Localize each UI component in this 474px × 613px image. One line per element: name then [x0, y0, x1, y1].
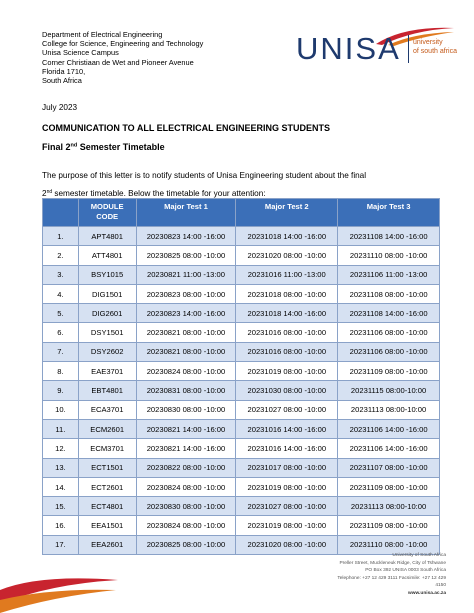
logo-tagline [413, 39, 457, 56]
test-3-cell: 20231110 08:00 -10:00 [338, 535, 440, 554]
row-number: 14. [43, 477, 79, 496]
test-1-cell: 20230830 08:00 -10:00 [136, 400, 236, 419]
table-row [43, 246, 440, 265]
table-row [43, 439, 440, 458]
row-number: 5. [43, 304, 79, 323]
logo-tagline-line: of south africa [413, 47, 457, 55]
address-line: College for Science, Engineering and Technology [42, 39, 204, 49]
module-code-cell: APT4801 [78, 227, 136, 246]
logo-wordmark: UNISA [296, 31, 401, 66]
test-2-cell: 20231019 08:00 -10:00 [236, 516, 338, 535]
test-3-cell: 20231106 08:00 -10:00 [338, 342, 440, 361]
module-code-cell: EBT4801 [78, 381, 136, 400]
row-number: 8. [43, 362, 79, 381]
test-2-cell: 20231018 14:00 -16:00 [236, 304, 338, 323]
footer-line: Preller Street, Muckleneuk Ridge, City of Tshwane [339, 560, 446, 566]
letter-subheading [42, 142, 165, 152]
row-number: 11. [43, 419, 79, 438]
test-1-cell: 20230821 14:00 -16:00 [136, 439, 236, 458]
test-3-cell: 20231108 08:00 -10:00 [338, 284, 440, 303]
table-row [43, 381, 440, 400]
test-1-cell: 20230823 14:00 -16:00 [136, 304, 236, 323]
header-module-line: CODE [96, 212, 119, 221]
module-code-cell: EAE3701 [78, 362, 136, 381]
address-line: Unisa Science Campus [42, 48, 119, 58]
footer-line: PO Box 392 UNISA 0003 South Africa [365, 568, 446, 574]
module-code-cell: ECA3701 [78, 400, 136, 419]
test-1-cell: 20230831 08:00 -10:00 [136, 381, 236, 400]
footer-contact [336, 552, 446, 598]
footer-swoosh-icon [0, 560, 120, 613]
test-2-cell: 20231020 08:00 -10:00 [236, 535, 338, 554]
test-2-cell: 20231016 11:00 -13:00 [236, 265, 338, 284]
module-code-cell: DSY1501 [78, 323, 136, 342]
logo-divider [408, 35, 409, 63]
address-line: Florida 1710, [42, 66, 86, 76]
logo-tagline-line: university [413, 39, 443, 46]
header-test-3: Major Test 3 [338, 199, 440, 227]
table-row [43, 477, 440, 496]
test-2-cell: 20231030 08:00 -10:00 [236, 381, 338, 400]
table-row [43, 323, 440, 342]
table-row [43, 497, 440, 516]
module-code-cell: ECT4801 [78, 497, 136, 516]
header-test-1: Major Test 1 [136, 199, 236, 227]
test-3-cell: 20231109 08:00 -10:00 [338, 516, 440, 535]
module-code-cell: ECT1501 [78, 458, 136, 477]
test-1-cell: 20230823 14:00 -16:00 [136, 227, 236, 246]
table-row [43, 227, 440, 246]
row-number: 3. [43, 265, 79, 284]
footer-line: University of South Africa [392, 553, 446, 558]
module-code-cell: ECM3701 [78, 439, 136, 458]
test-3-cell: 20231109 08:00 -10:00 [338, 477, 440, 496]
test-1-cell: 20230822 08:00 -10:00 [136, 458, 236, 477]
intro-sup: nd [46, 189, 53, 195]
table-row [43, 362, 440, 381]
test-3-cell: 20231113 08:00-10:00 [338, 400, 440, 419]
test-1-cell: 20230824 08:00 -10:00 [136, 477, 236, 496]
row-number: 16. [43, 516, 79, 535]
test-2-cell: 20231018 08:00 -10:00 [236, 284, 338, 303]
row-number: 1. [43, 227, 79, 246]
table-row [43, 304, 440, 323]
test-1-cell: 20230821 08:00 -10:00 [136, 342, 236, 361]
row-number: 12. [43, 439, 79, 458]
test-1-cell: 20230823 08:00 -10:00 [136, 284, 236, 303]
module-code-cell: EEA2601 [78, 535, 136, 554]
test-1-cell: 20230821 08:00 -10:00 [136, 323, 236, 342]
test-1-cell: 20230821 14:00 -16:00 [136, 419, 236, 438]
module-code-cell: DIG1501 [78, 284, 136, 303]
row-number: 6. [43, 323, 79, 342]
letter-date: July 2023 [42, 103, 78, 112]
table-row [43, 516, 440, 535]
subheading-text: Semester Timetable [77, 142, 165, 152]
row-number: 9. [43, 381, 79, 400]
test-3-cell: 20231110 08:00 -10:00 [338, 246, 440, 265]
test-2-cell: 20231016 08:00 -10:00 [236, 342, 338, 361]
timetable [42, 198, 440, 555]
test-2-cell: 20231016 14:00 -16:00 [236, 439, 338, 458]
module-code-cell: BSY1015 [78, 265, 136, 284]
test-3-cell: 20231106 11:00 -13:00 [338, 265, 440, 284]
header-module-line: MODULE [90, 202, 124, 211]
test-1-cell: 20230824 08:00 -10:00 [136, 516, 236, 535]
sender-address [42, 30, 203, 85]
table-row [43, 265, 440, 284]
module-code-cell: ECT2601 [78, 477, 136, 496]
test-3-cell: 20231115 08:00-10:00 [338, 381, 440, 400]
footer-line: Telephone: +27 12 429 3111 Facsimile: +27 12 429 4150 [337, 575, 446, 589]
address-line: South Africa [42, 76, 82, 86]
table-row [43, 284, 440, 303]
test-3-cell: 20231108 14:00 -16:00 [338, 304, 440, 323]
row-number: 7. [43, 342, 79, 361]
row-number: 17. [43, 535, 79, 554]
test-3-cell: 20231106 08:00 -10:00 [338, 323, 440, 342]
test-1-cell: 20230830 08:00 -10:00 [136, 497, 236, 516]
test-3-cell: 20231113 08:00-10:00 [338, 497, 440, 516]
module-code-cell: DSY2602 [78, 342, 136, 361]
test-2-cell: 20231020 08:00 -10:00 [236, 246, 338, 265]
table-row [43, 400, 440, 419]
row-number: 10. [43, 400, 79, 419]
intro-text: 2 [42, 189, 47, 198]
test-2-cell: 20231016 08:00 -10:00 [236, 323, 338, 342]
test-2-cell: 20231017 08:00 -10:00 [236, 458, 338, 477]
test-3-cell: 20231107 08:00 -10:00 [338, 458, 440, 477]
unisa-logo [296, 24, 460, 68]
module-code-cell: EEA1501 [78, 516, 136, 535]
test-2-cell: 20231018 14:00 -16:00 [236, 227, 338, 246]
address-line: Department of Electrical Engineering [42, 30, 163, 39]
header-module-code [78, 199, 136, 227]
test-1-cell: 20230824 08:00 -10:00 [136, 362, 236, 381]
footer-website: www.unisa.ac.za [408, 590, 446, 596]
address-line: Corner Christiaan de Wet and Pioneer Avenue [42, 57, 194, 67]
test-1-cell: 20230825 08:00 -10:00 [136, 535, 236, 554]
test-2-cell: 20231016 14:00 -16:00 [236, 419, 338, 438]
table-row [43, 419, 440, 438]
intro-text: semester timetable. Below the timetable for your attention: [52, 189, 266, 198]
letter-heading: COMMUNICATION TO ALL ELECTRICAL ENGINEERING STUDENTS [42, 123, 331, 133]
header-num [43, 199, 79, 227]
module-code-cell: ECM2601 [78, 419, 136, 438]
intro-line: The purpose of this letter is to notify students of Unisa Engineering student about the final [42, 171, 367, 180]
test-3-cell: 20231109 08:00 -10:00 [338, 362, 440, 381]
table-header-row [43, 199, 440, 227]
row-number: 4. [43, 284, 79, 303]
row-number: 2. [43, 246, 79, 265]
test-1-cell: 20230825 08:00 -10:00 [136, 246, 236, 265]
timetable-body [43, 227, 440, 555]
row-number: 13. [43, 458, 79, 477]
test-3-cell: 20231106 14:00 -16:00 [338, 439, 440, 458]
module-code-cell: ATT4801 [78, 246, 136, 265]
subheading-text: Final 2 [42, 142, 71, 152]
test-2-cell: 20231019 08:00 -10:00 [236, 362, 338, 381]
header-test-2: Major Test 2 [236, 199, 338, 227]
table-row [43, 342, 440, 361]
table-row [43, 458, 440, 477]
intro-paragraph [42, 168, 442, 202]
subheading-sup: nd [70, 142, 78, 149]
test-2-cell: 20231019 08:00 -10:00 [236, 477, 338, 496]
test-3-cell: 20231108 14:00 -16:00 [338, 227, 440, 246]
test-1-cell: 20230821 11:00 -13:00 [136, 265, 236, 284]
row-number: 15. [43, 497, 79, 516]
test-3-cell: 20231106 14:00 -16:00 [338, 419, 440, 438]
test-2-cell: 20231027 08:00 -10:00 [236, 497, 338, 516]
test-2-cell: 20231027 08:00 -10:00 [236, 400, 338, 419]
module-code-cell: DIG2601 [78, 304, 136, 323]
